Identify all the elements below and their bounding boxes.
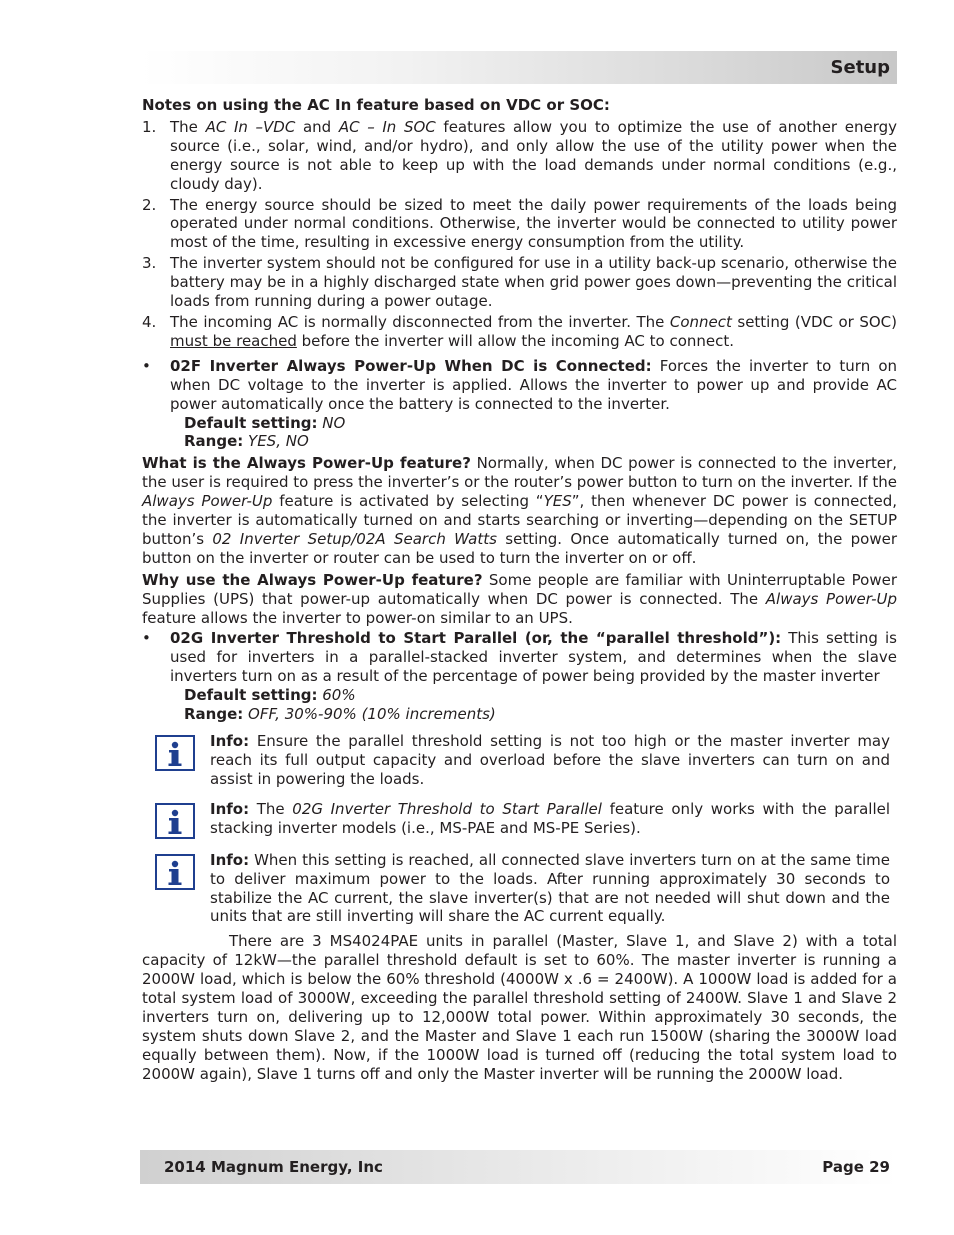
info-text: Info: When this setting is reached, all connected slave inverters turn on at the same time to deliver maximum power to the loads. After running approximately 30 seconds to stabilize the AC current, the slave inverter(s) that are not needed will shut down and the units that are still inverting will share the AC current equally. bbox=[210, 850, 890, 926]
notes-heading: Notes on using the AC In feature based on VDC or SOC: bbox=[142, 96, 610, 114]
notes-list bbox=[142, 118, 897, 351]
note-item: 1. The AC In –VDC and AC – In SOC features allow you to optimize the use of another energy source (i.e., solar, wind, and/or hydro), and only allow the use of the utility power when the energy source is not able to keep up with the load demands under normal conditions (e.g., cloudy day). bbox=[142, 117, 897, 193]
setting-02f: • 02F Inverter Always Power-Up When DC is Connected: Forces the inverter to turn on when DC voltage to the inverter is applied. Allows the inverter to power up and provide AC power automatically once the battery is connected to the inverter. bbox=[142, 356, 898, 413]
range-setting: Range: YES, NO bbox=[184, 432, 309, 451]
why-use-paragraph: Why use the Always Power-Up feature? Some people are familiar with Uninterruptable Power Supplies (UPS) that power-up automatically when DC power is connected. The Always Power-Up feature allows the inverter to power-on similar to an UPS. bbox=[142, 570, 898, 627]
info-note bbox=[142, 732, 897, 789]
info-icon bbox=[155, 735, 195, 771]
range-setting: Range: OFF, 30%-90% (10% increments) bbox=[184, 705, 496, 724]
info-text: Info: Ensure the parallel threshold setting is not too high or the master inverter may reach its full output capacity and overload before the slave inverters can turn on and assist in powering the loads. bbox=[210, 732, 890, 788]
list-number: 2. bbox=[142, 195, 157, 214]
default-setting: Default setting: 60% bbox=[184, 686, 356, 705]
note-item: 3. The inverter system should not be configured for use in a utility back-up scenario, otherwise the battery may be in a highly discharged state when grid power goes down—preventing the critical loads from running during a power outage. bbox=[142, 254, 897, 311]
list-number: 1. bbox=[142, 117, 157, 136]
setting-02g: • 02G Inverter Threshold to Start Parallel (or, the “parallel threshold”): This setting is used for inverters in a parallel-stacked inverter system, and determines when the slave inverters turn on as a result of the percentage of power being provided by the master inverter bbox=[142, 629, 897, 686]
copyright: 2014 Magnum Energy, Inc bbox=[164, 1158, 383, 1176]
example-paragraph: There are 3 MS4024PAE units in parallel (Master, Slave 1, and Slave 2) with a total capacity of 12kW—the parallel threshold default is set to 60%. The master inverter is running a 2000W load, which is below the 60% threshold (4000W x .6 = 2400W). A 1000W load is added for a total system load of 3000W, exceeding the parallel threshold setting of 2400W. Slave 1 and Slave 2 inverters turn on, delivering up to 12,000W total power. Within approximately 30 seconds, the system shuts down Slave 2, and the Master and Slave 1 each run 1500W (sharing the 3000W load equally between them). Now, if the 1000W load is turned off (reducing the total system load to 2000W again), Slave 1 turns off and only the Master inverter will be running the 2000W load. bbox=[142, 932, 897, 1083]
list-number: 3. bbox=[142, 254, 157, 273]
footer-bar bbox=[140, 1150, 897, 1184]
setting-label: 02F Inverter Always Power-Up When DC is Connected: bbox=[170, 356, 652, 375]
info-text: Info: The 02G Inverter Threshold to Start Parallel feature only works with the parallel stacking inverter models (i.e., MS-PAE and MS-PE Series). bbox=[210, 799, 891, 837]
info-icon bbox=[155, 854, 195, 890]
note-item: 4. The incoming AC is normally disconnected from the inverter. The Connect setting (VDC or SOC) must be reached before the inverter will allow the incoming AC to connect. bbox=[142, 312, 897, 350]
bullet-dot: • bbox=[142, 629, 151, 648]
list-number: 4. bbox=[142, 312, 157, 331]
page-content bbox=[142, 96, 897, 1084]
setting-label: 02G Inverter Threshold to Start Parallel (or, the “parallel threshold”): bbox=[170, 629, 782, 648]
note-item: 2. The energy source should be sized to meet the daily power requirements of the loads being operated under normal conditions. Otherwise, the inverter would be connected to utility power most of the time, resulting in excessive energy consumption from the utility. bbox=[142, 195, 897, 252]
header-bar bbox=[140, 51, 897, 84]
info-note bbox=[142, 851, 897, 927]
section-title: Setup bbox=[830, 57, 890, 78]
info-note bbox=[142, 800, 897, 840]
what-is-paragraph: What is the Always Power-Up feature? Normally, when DC power is connected to the inverter, the user is required to press the inverter’s or the router’s power button to turn on the inverter. If the Always Power-Up feature is activated by selecting “YES”, then whenever DC power is connected, the inverter is automatically turned on and starts searching or inverting—depending on the SETUP button’s 02 Inverter Setup/02A Search Watts setting. Once automatically turned on, the power button on the inverter or router can be used to turn the inverter on or off. bbox=[142, 454, 898, 567]
default-setting: Default setting: NO bbox=[184, 413, 346, 432]
bullet-dot: • bbox=[142, 356, 151, 375]
page-number: Page 29 bbox=[822, 1158, 890, 1176]
info-icon bbox=[155, 803, 195, 839]
